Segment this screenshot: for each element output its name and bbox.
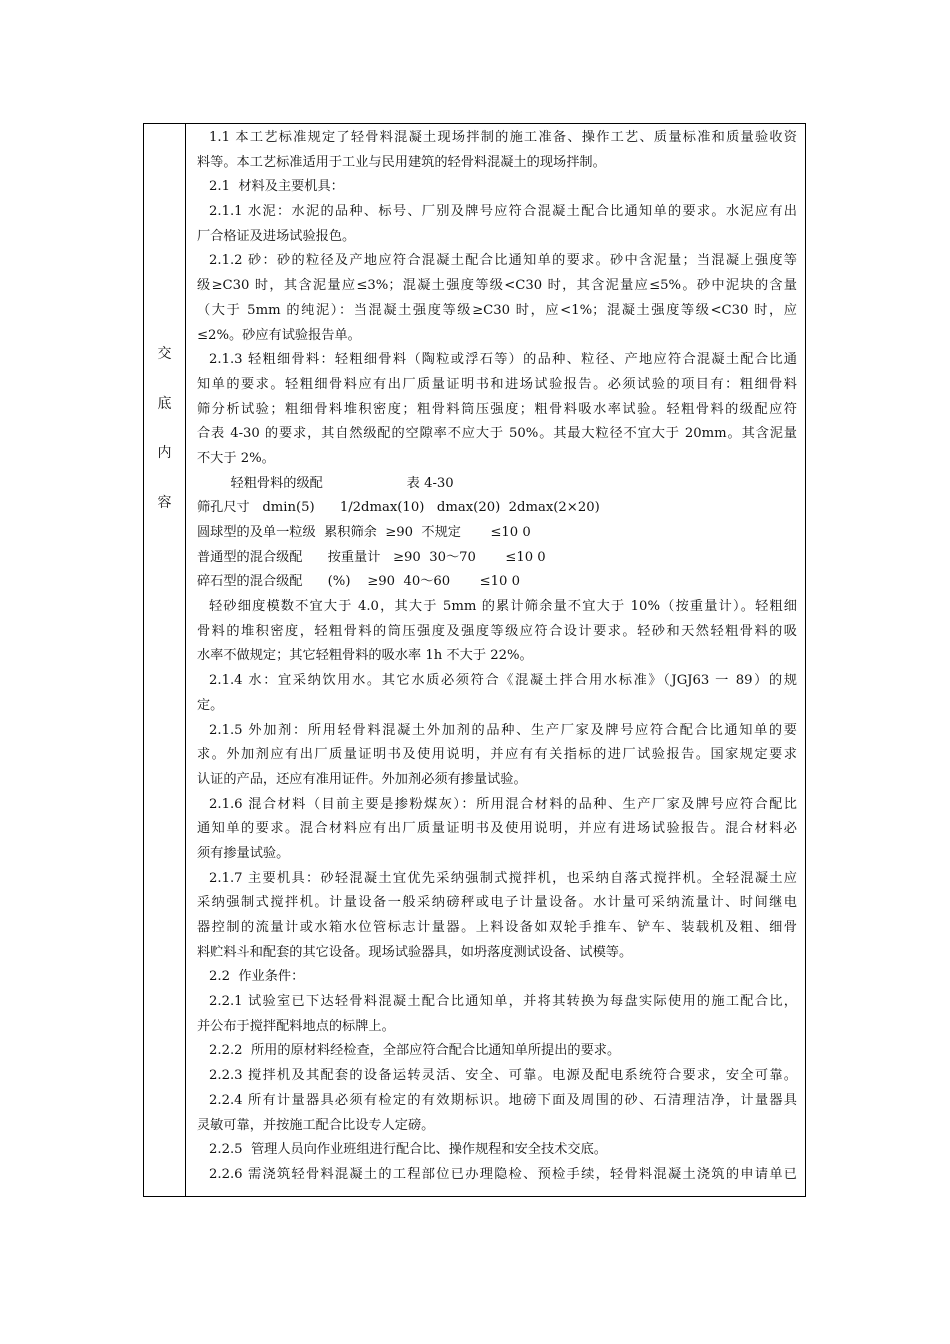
content-line: 2.2.2 所用的原材料经检查，全部应符合配合比通知单所提出的要求。 [209,1043,621,1059]
content-line: 认证的产品，还应有准用证件。外加剂必须有掺量试验。 [197,771,527,787]
content-line: （大于 5mm 的纯泥）：当混凝土强度等级≥C30 时，应<1%；混凝土强度等级<C30 时，应 [197,302,797,318]
content-line: 不大于 2%。 [197,450,275,466]
section-label-char: 交 [157,346,172,362]
content-line: 求。外加剂应有出厂质量证明书及使用说明，并应有有关指标的进厂试验报告。国家规定要求 [197,747,797,763]
section-label-column [144,124,186,1196]
content-line: 2.1.1 水泥：水泥的品种、标号、厂别及牌号应符合混凝土配合比通知单的要求。水泥应有出 [209,204,797,220]
content-line: 灵敏可靠，并按施工配合比设专人定磅。 [197,1117,435,1133]
section-label-char: 容 [157,495,172,511]
content-line: 通知单的要求。混合材料应有出厂质量证明书及使用说明，并应有进场试验报告。混合材料必 [197,821,797,837]
content-line: 2.1.7 主要机具：砂轻混凝土宜优先采纳强制式搅拌机，也采纳自落式搅拌机。全轻混凝土应 [209,870,797,886]
content-line: 2.2.3 搅拌机及其配套的设备运转灵活、安全、可靠。电源及配电系统符合要求，安全可靠。 [209,1068,797,1084]
content-line: 厂合格证及进场试验报色。 [197,228,356,244]
content-line: 筛孔尺寸 dmin(5) 1/2dmax(10) dmax(20) 2dmax(2×20) [197,500,600,516]
content-line: 2.2.4 所有计量器具必须有检定的有效期标识。地磅下面及周围的砂、石清理洁净，计量器具 [209,1092,797,1108]
disclosure-content [197,126,797,1188]
content-line: 1.1 本工艺标准规定了轻骨料混凝土现场拌制的施工准备、操作工艺、质量标准和质量验收资 [209,130,797,145]
content-line: 2.2 作业条件： [209,969,305,985]
content-line: 2.1.3 轻粗细骨料：轻粗细骨料（陶粒或浮石等）的品种、粒径、产地应符合混凝土配合比通 [209,352,797,368]
content-line: 圆球型的及单一粒级 累积筛余 ≥90 不规定 ≤10 0 [197,525,531,540]
content-line: 料等。本工艺标准适用于工业与民用建筑的轻骨料混凝土的现场拌制。 [197,154,606,170]
content-line: 普通型的混合级配 按重量计 ≥90 30～70 ≤10 0 [197,549,546,565]
content-line: 2.2.5 管理人员向作业班组进行配合比、操作规程和安全技术交底。 [209,1142,607,1158]
content-line: 骨料的堆积密度，轻粗骨料的筒压强度及强度等级应符合设计要求。轻砂和天然轻粗骨料的吸 [197,623,797,639]
content-line: 采纳强制式搅拌机。计量设备一般采纳磅秤或电子计量设备。水计量可采纳流量计、时间继电 [197,895,797,911]
content-line: 料贮料斗和配套的其它设备。现场试验器具，如坍落度测试设备、试模等。 [197,944,633,960]
content-line: 碎石型的混合级配 (%) ≥90 40～60 ≤10 0 [197,574,520,590]
content-line: 水率不做规定；其它轻粗骨料的吸水率 1h 不大于 22%。 [197,648,533,664]
content-line: 2.1.2 砂：砂的粒径及产地应符合混凝土配合比通知单的要求。砂中含泥量；当混凝上强度等 [209,253,797,269]
content-line: 器控制的流量计或水箱水位管标志计量器。上料设备如双轮手推车、铲车、装载机及粗、细骨 [197,920,797,935]
content-line: 2.1 材料及主要机具： [209,179,344,195]
content-line: 并公布于搅拌配料地点的标牌上。 [197,1018,395,1034]
content-line: 知单的要求。轻粗细骨料应有出厂质量证明书和进场试验报告。必须试验的项目有：粗细骨料 [197,376,797,392]
content-line: ≤2%。砂应有试验报告单。 [197,327,361,343]
content-line: 合表 4-30 的要求，其自然级配的空隙率不应大于 50%。其最大粒径不宜大于 20mm。其含泥量 [197,426,797,442]
section-label-char: 内 [157,445,172,461]
content-line: 筛分析试验；粗细骨料堆积密度；粗骨料筒压强度；粗骨料吸水率试验。轻粗骨料的级配应符 [197,401,797,417]
content-line: 级≥C30 时，其含泥量应≤3%；混凝土强度等级<C30 时，其含泥量应≤5%。砂中泥块的含量 [197,278,797,294]
content-line: 2.2.6 需浇筑轻骨料混凝土的工程部位已办理隐检、预检手续，轻骨料混凝土浇筑的申请单已 [209,1166,797,1182]
content-line: 2.2.1 试验室已下达轻骨料混凝土配合比通知单，并将其转换为每盘实际使用的施工配合比， [209,994,797,1010]
content-line: 2.1.6 混合材料（目前主要是掺粉煤灰）：所用混合材料的品种、生产厂家及牌号应符合配比 [209,796,797,812]
content-line: 2.1.4 水：宜采纳饮用水。其它水质必须符合《混凝土拌合用水标准》（JGJ63 一 89）的规 [209,673,797,689]
disclosure-table [143,123,806,1197]
content-line: 轻砂细度模数不宜大于 4.0，其大于 5mm 的累计筛余量不宜大于 10%（按重量计）。轻粗细 [209,599,797,615]
content-line: 2.1.5 外加剂：所用轻骨料混凝土外加剂的品种、生产厂家及牌号应符合配合比通知单的要 [209,722,797,738]
content-line: 须有掺量试验。 [197,845,290,861]
content-line: 轻粗骨料的级配 表 4-30 [197,475,454,491]
content-line: 定。 [197,697,224,713]
section-label-char: 底 [157,396,172,412]
